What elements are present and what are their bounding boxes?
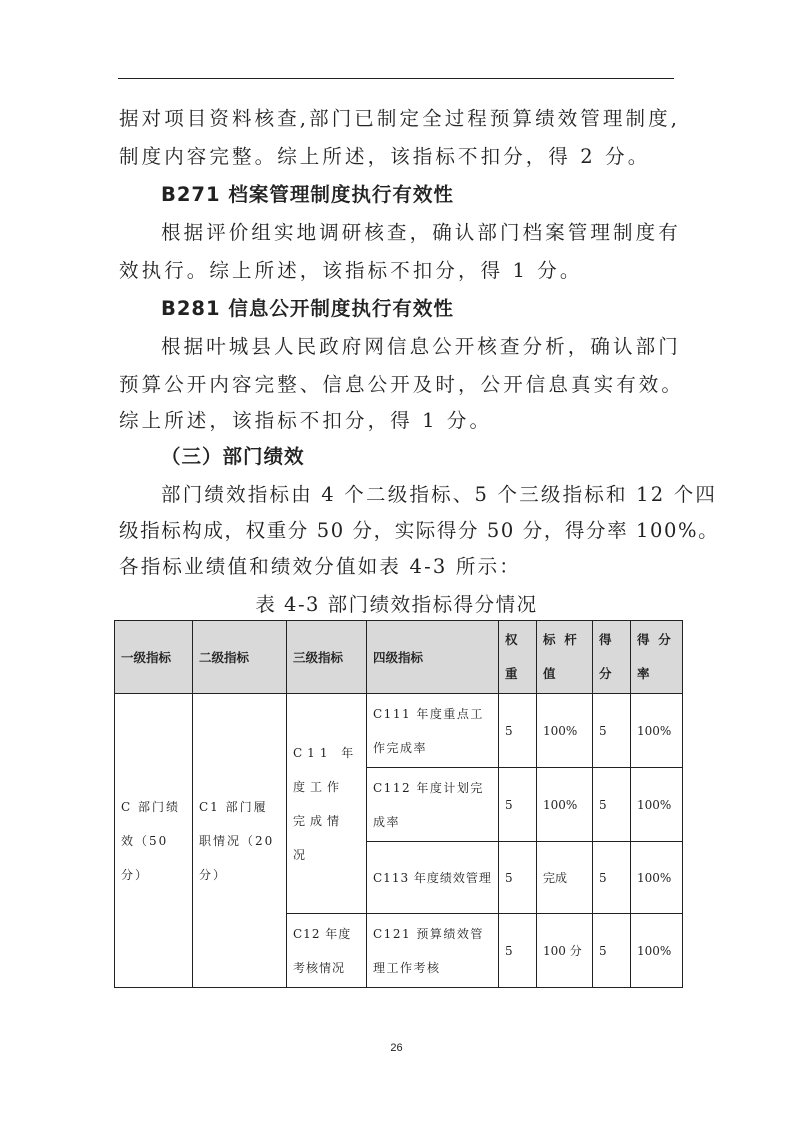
cell-level2: C1 部门履职情况（20分）	[193, 694, 287, 988]
cell-rate: 100%	[631, 768, 683, 842]
header-level3: 三级指标	[287, 621, 367, 694]
cell-weight: 5	[499, 694, 537, 768]
cell-level3: C11 年度工作完成情况	[287, 694, 367, 914]
header-level2: 二级指标	[193, 621, 287, 694]
cell-level4: C111 年度重点工作完成率	[367, 694, 499, 768]
cell-rate: 100%	[631, 914, 683, 988]
header-rate: 得 分 率	[631, 621, 683, 694]
cell-score: 5	[593, 842, 631, 914]
header-weight: 权 重	[499, 621, 537, 694]
performance-score-table	[114, 620, 683, 988]
section-heading-b271: B271 档案管理制度执行有效性	[161, 183, 454, 206]
cell-benchmark: 100%	[537, 768, 593, 842]
cell-level3: C12 年度考核情况	[287, 914, 367, 988]
cell-benchmark: 完成	[537, 842, 593, 914]
cell-score: 5	[593, 914, 631, 988]
cell-level1: C 部门绩效（50分）	[115, 694, 193, 988]
paragraph-line: 级指标构成，权重分 50 分，实际得分 50 分，得分率 100%。	[119, 519, 720, 542]
cell-rate: 100%	[631, 694, 683, 768]
cell-benchmark: 100%	[537, 694, 593, 768]
section-heading-b281: B281 信息公开制度执行有效性	[161, 297, 454, 320]
cell-weight: 5	[499, 842, 537, 914]
paragraph-line: 各指标业绩值和绩效分值如表 4-3 所示：	[119, 555, 521, 578]
cell-level4: C113 年度绩效管理	[367, 842, 499, 914]
paragraph-line: 效执行。综上所述，该指标不扣分，得 1 分。	[119, 259, 583, 282]
cell-score: 5	[593, 694, 631, 768]
paragraph-line: 综上所述，该指标不扣分，得 1 分。	[119, 409, 493, 432]
cell-score: 5	[593, 768, 631, 842]
cell-level4: C121 预算绩效管理工作考核	[367, 914, 499, 988]
header-score: 得 分	[593, 621, 631, 694]
section-heading-dept-performance: （三）部门绩效	[161, 445, 305, 468]
paragraph-line: 部门绩效指标由 4 个二级指标、5 个三级指标和 12 个四	[161, 483, 718, 506]
table-header-row	[115, 621, 683, 694]
paragraph-line: 预算公开内容完整、信息公开及时，公开信息真实有效。	[119, 373, 685, 396]
header-level4: 四级指标	[367, 621, 499, 694]
table-row	[115, 694, 683, 768]
paragraph-line: 根据叶城县人民政府网信息公开核查分析，确认部门	[161, 335, 681, 358]
cell-weight: 5	[499, 914, 537, 988]
cell-level4: C112 年度计划完成率	[367, 768, 499, 842]
page-number: 26	[390, 1042, 403, 1054]
header-rule	[118, 78, 674, 79]
paragraph-line: 制度内容完整。综上所述，该指标不扣分，得 2 分。	[119, 145, 651, 168]
cell-benchmark: 100 分	[537, 914, 593, 988]
cell-rate: 100%	[631, 842, 683, 914]
paragraph-line: 据对项目资料核查,部门已制定全过程预算绩效管理制度,	[119, 107, 680, 130]
cell-weight: 5	[499, 768, 537, 842]
header-level1: 一级指标	[115, 621, 193, 694]
paragraph-line: 根据评价组实地调研核查，确认部门档案管理制度有	[161, 221, 681, 244]
table-caption: 表 4-3 部门绩效指标得分情况	[255, 593, 538, 616]
header-benchmark: 标 杆 值	[537, 621, 593, 694]
